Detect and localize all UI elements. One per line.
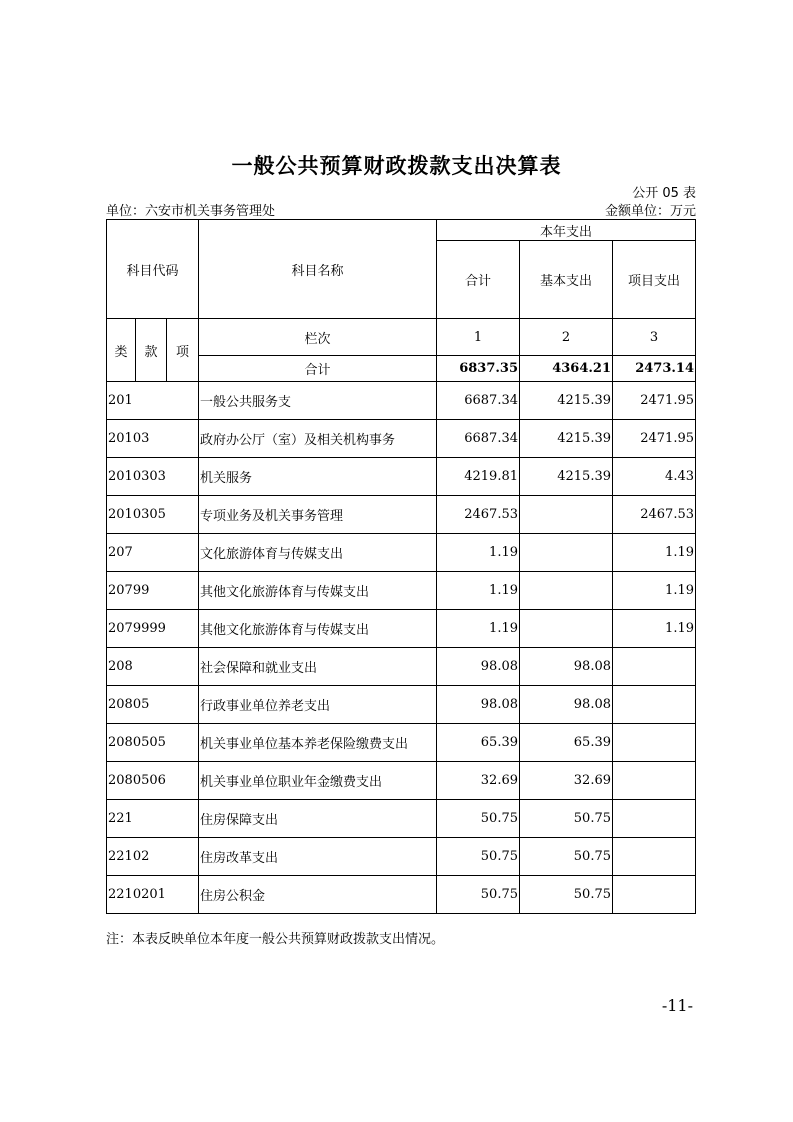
form-number: 公开 05 表: [632, 186, 696, 201]
page-title: 一般公共预算财政拨款支出决算表: [231, 154, 562, 178]
header-lei: 类: [107, 319, 136, 382]
row-project: [613, 762, 696, 800]
row-name: 机关事业单位职业年金缴费支出: [199, 762, 437, 800]
row-project: 1.19: [613, 610, 696, 648]
row-project: 1.19: [613, 534, 696, 572]
row-basic: 98.08: [520, 686, 613, 724]
table-row: [107, 800, 696, 838]
amount-unit-label: 金额单位：万元: [604, 204, 696, 219]
total-row-label: 合计: [199, 356, 437, 382]
row-code: 2080506: [107, 762, 199, 800]
row-total: 6687.34: [437, 420, 520, 458]
row-project: 2467.53: [613, 496, 696, 534]
row-total: 65.39: [437, 724, 520, 762]
row-name: 文化旅游体育与传媒支出: [199, 534, 437, 572]
header-year-expense: 本年支出: [437, 220, 696, 241]
row-name: 机关事业单位基本养老保险缴费支出: [199, 724, 437, 762]
table-row: [107, 496, 696, 534]
row-code: 2079999: [107, 610, 199, 648]
table-row: [107, 610, 696, 648]
row-total: 98.08: [437, 686, 520, 724]
row-project: 2471.95: [613, 420, 696, 458]
row-project: 1.19: [613, 572, 696, 610]
table-row: [107, 458, 696, 496]
row-name: 社会保障和就业支出: [199, 648, 437, 686]
row-name: 住房保障支出: [199, 800, 437, 838]
row-code: 20799: [107, 572, 199, 610]
table-row: [107, 838, 696, 876]
row-project: [613, 800, 696, 838]
row-name: 政府办公厅（室）及相关机构事务: [199, 420, 437, 458]
header-name-col: 科目名称: [199, 220, 437, 319]
row-total: 50.75: [437, 800, 520, 838]
row-project: [613, 686, 696, 724]
row-code: 207: [107, 534, 199, 572]
row-total: 4219.81: [437, 458, 520, 496]
page-number: -11-: [661, 996, 693, 1015]
row-code: 20805: [107, 686, 199, 724]
column-number-1: 1: [437, 319, 520, 356]
row-total: 98.08: [437, 648, 520, 686]
row-code: 221: [107, 800, 199, 838]
row-total: 50.75: [437, 838, 520, 876]
total-row-basic: 4364.21: [520, 356, 613, 382]
header-kuan: 款: [136, 319, 167, 382]
unit-label: 单位：六安市机关事务管理处: [106, 204, 276, 219]
table-row: [107, 572, 696, 610]
row-name: 其他文化旅游体育与传媒支出: [199, 610, 437, 648]
row-code: 2010305: [107, 496, 199, 534]
expense-table: [106, 219, 696, 914]
row-basic: 32.69: [520, 762, 613, 800]
row-basic: 4215.39: [520, 420, 613, 458]
table-row: [107, 876, 696, 914]
row-name: 一般公共服务支: [199, 382, 437, 420]
row-basic: 65.39: [520, 724, 613, 762]
row-basic: 4215.39: [520, 458, 613, 496]
row-code: 20103: [107, 420, 199, 458]
row-code: 208: [107, 648, 199, 686]
row-code: 2210201: [107, 876, 199, 914]
row-project: 4.43: [613, 458, 696, 496]
column-number-3: 3: [613, 319, 696, 356]
row-project: 2471.95: [613, 382, 696, 420]
row-total: 1.19: [437, 572, 520, 610]
row-basic: 50.75: [520, 838, 613, 876]
header-project: 项目支出: [613, 241, 696, 319]
column-number-2: 2: [520, 319, 613, 356]
row-name: 机关服务: [199, 458, 437, 496]
table-row: [107, 420, 696, 458]
row-basic: [520, 534, 613, 572]
table-row: [107, 382, 696, 420]
column-label: 栏次: [199, 319, 437, 356]
header-total: 合计: [437, 241, 520, 319]
row-total: 50.75: [437, 876, 520, 914]
table-row: [107, 762, 696, 800]
row-name: 住房公积金: [199, 876, 437, 914]
row-basic: 50.75: [520, 800, 613, 838]
table-row: [107, 534, 696, 572]
row-total: 6687.34: [437, 382, 520, 420]
row-basic: [520, 610, 613, 648]
row-total: 32.69: [437, 762, 520, 800]
row-basic: [520, 572, 613, 610]
row-basic: 98.08: [520, 648, 613, 686]
header-basic: 基本支出: [520, 241, 613, 319]
row-project: [613, 648, 696, 686]
table-row: [107, 724, 696, 762]
total-row-project: 2473.14: [613, 356, 696, 382]
footnote: 注：本表反映单位本年度一般公共预算财政拨款支出情况。: [106, 932, 445, 947]
table-row: [107, 648, 696, 686]
row-name: 行政事业单位养老支出: [199, 686, 437, 724]
table-row: [107, 686, 696, 724]
row-code: 22102: [107, 838, 199, 876]
row-total: 1.19: [437, 610, 520, 648]
row-project: [613, 838, 696, 876]
row-project: [613, 724, 696, 762]
row-total: 1.19: [437, 534, 520, 572]
row-code: 2080505: [107, 724, 199, 762]
row-project: [613, 876, 696, 914]
header-xiang: 项: [167, 319, 199, 382]
row-basic: 4215.39: [520, 382, 613, 420]
row-name: 其他文化旅游体育与传媒支出: [199, 572, 437, 610]
row-total: 2467.53: [437, 496, 520, 534]
total-row-total: 6837.35: [437, 356, 520, 382]
row-basic: [520, 496, 613, 534]
row-code: 201: [107, 382, 199, 420]
row-code: 2010303: [107, 458, 199, 496]
row-name: 住房改革支出: [199, 838, 437, 876]
header-code-group: 科目代码: [107, 220, 199, 319]
row-name: 专项业务及机关事务管理: [199, 496, 437, 534]
row-basic: 50.75: [520, 876, 613, 914]
